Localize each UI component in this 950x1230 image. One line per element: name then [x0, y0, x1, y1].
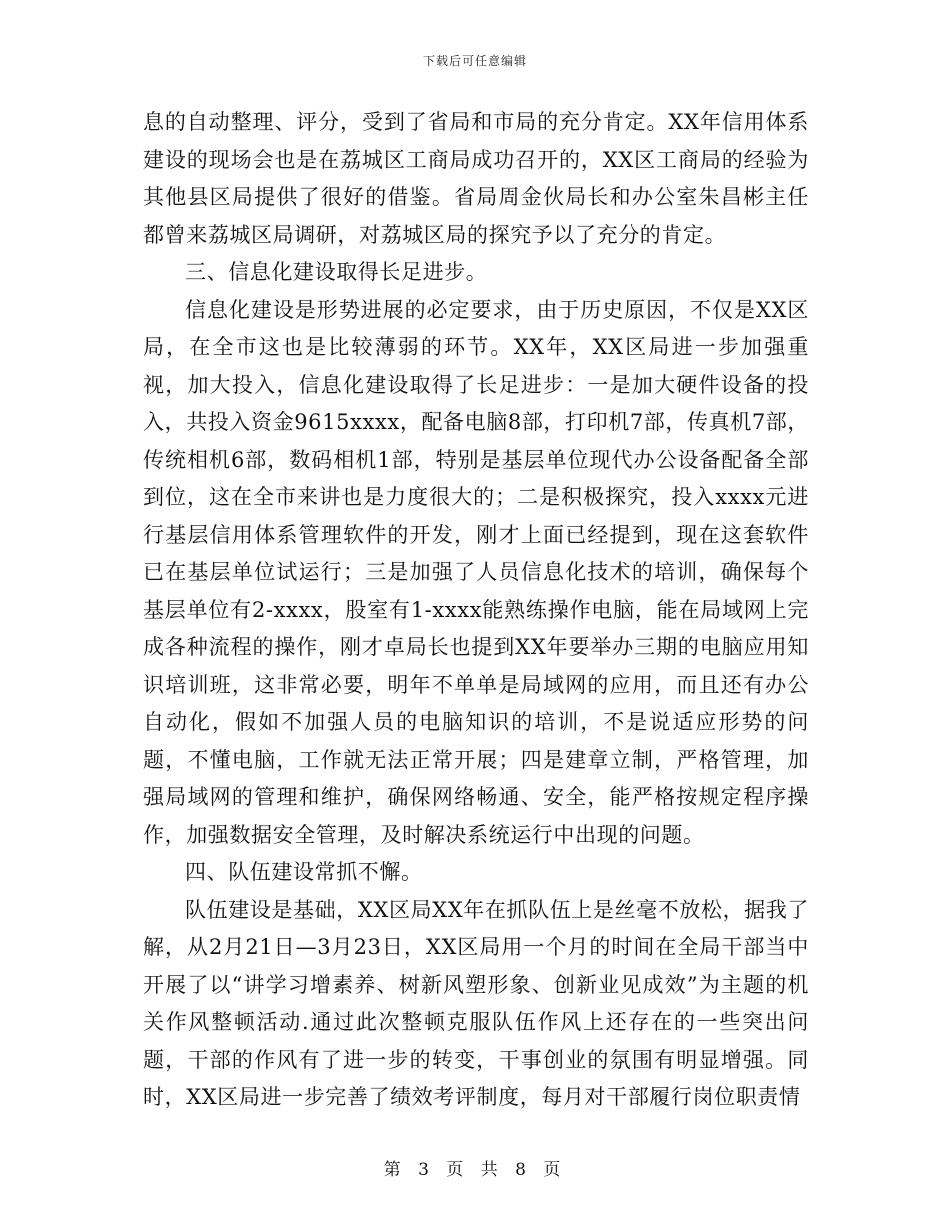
section-heading-3: 三、信息化建设取得长足进步。	[185, 260, 488, 284]
paragraph-continuation: 息的自动整理、评分，受到了省局和市局的充分肯定。XX年信用体系建设的现场会也是在荔城区工商局成功召开的，XX区工商局的经验为其他县区局提供了很好的借鉴。省局周金伙局长和办公室朱昌彬主任都曾来荔城区局调研，对荔城区局的探究予以了充分的肯定。	[143, 110, 809, 247]
paragraph-team-building: 队伍建设是基础，XX区局XX年在抓队伍上是丝毫不放松，据我了解，从2月21日—3月23日，XX区局用一个月的时间在全局干部当中开展了以“讲学习增素养、树新风塑形象、创新业见成效”为主题的机关作风整顿活动.通过此次整顿克服队伍作风上还存在的一些突出问题，干部的作风有了进一步的转变，干事创业的氛围有明显增强。同时，XX区局进一步完善了绩效考评制度，每月对干部履行岗位职责情	[143, 897, 809, 1109]
page-number-footer: 第 3 页 共 8 页	[383, 1160, 567, 1180]
section-heading-4: 四、队伍建设常抓不懈。	[185, 860, 423, 884]
document-body	[143, 104, 809, 1117]
page-header: 下载后可任意编辑	[422, 54, 527, 68]
paragraph-informatization: 信息化建设是形势进展的必定要求，由于历史原因，不仅是XX区局，在全市这也是比较薄弱的环节。XX年，XX区局进一步加强重视，加大投入，信息化建设取得了长足进步：一是加大硬件设备的投入，共投入资金9615xxxx，配备电脑8部，打印机7部，传真机7部，传统相机6部，数码相机1部，特别是基层单位现代办公设备配备全部到位，这在全市来讲也是力度很大的；二是积极探究，投入xxxx元进行基层信用体系管理软件的开发，刚才上面已经提到，现在这套软件已在基层单位试运行；三是加强了人员信息化技术的培训，确保每个基层单位有2-xxxx，股室有1-xxxx能熟练操作电脑，能在局域网上完成各种流程的操作，刚才卓局长也提到XX年要举办三期的电脑应用知识培训班，这非常必要，明年不单单是局域网的应用，而且还有办公自动化，假如不加强人员的电脑知识的培训，不是说适应形势的问题，不懂电脑，工作就无法正常开展；四是建章立制，严格管理，加强局域网的管理和维护，确保网络畅通、安全，能严格按规定程序操作，加强数据安全管理，及时解决系统运行中出现的问题。	[143, 297, 809, 847]
